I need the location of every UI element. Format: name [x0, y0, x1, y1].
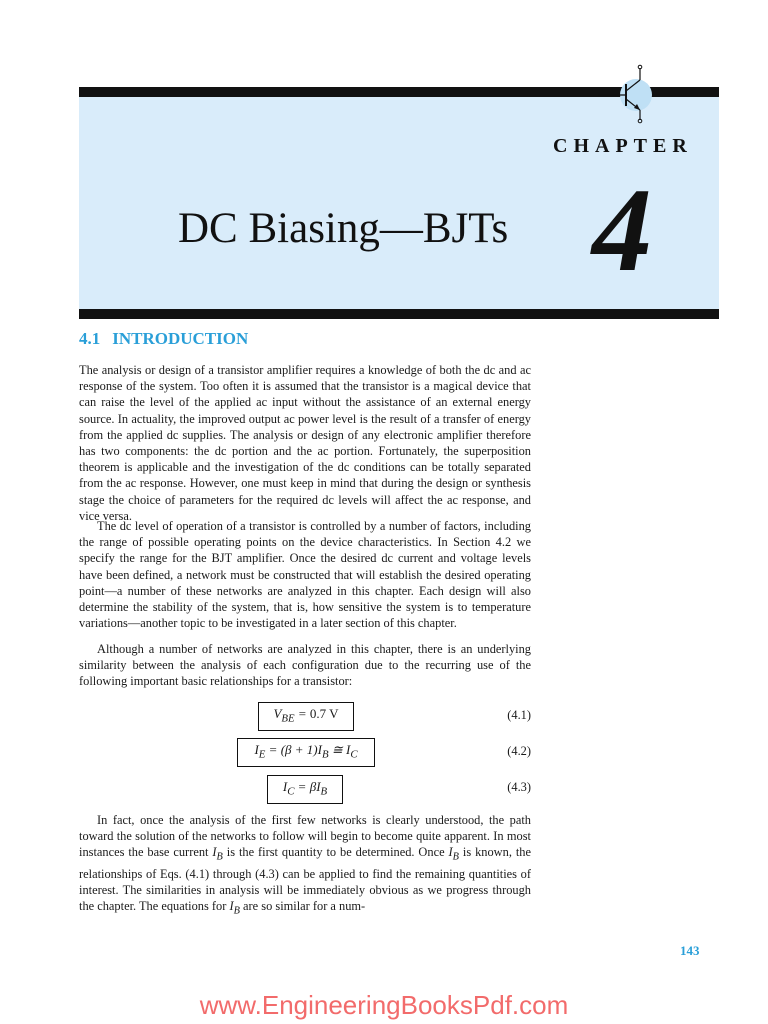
watermark-link[interactable]: www.EngineeringBooksPdf.com	[199, 990, 569, 1020]
section-heading	[79, 329, 248, 349]
paragraph-3: Although a number of networks are analyzed in this chapter, there is an underlying similarity between the analysis of each configuration due to the recurring use of the following important basic relationships for a transistor:	[79, 642, 531, 689]
transistor-icon	[598, 62, 654, 124]
paragraph-2: The dc level of operation of a transistor is controlled by a number of factors, including the range of possible operating points on the device characteristics. In Section 4.2 we specify the range for the BJT amplifier. Once the desired dc current and voltage levels have been defined, a network must be constructed that will establish the desired operating point—a number of these networks are analyzed in this chapter. Each design will also determine the stability of the system, that is, how sensitive the system is to temperature variations—another topic to be investigated in a later section of this chapter.	[79, 519, 531, 631]
equation-number-4-1: (4.1)	[507, 708, 531, 722]
header-bottom-rule	[79, 309, 719, 319]
equation-number-4-2: (4.2)	[507, 744, 531, 758]
chapter-title: DC Biasing—BJTs	[178, 205, 509, 252]
equation-4-2: $I_E = (\beta + 1)I_B$ ≅ $I_C$	[237, 738, 375, 767]
page-number: 143	[680, 943, 700, 958]
chapter-label: CHAPTER	[553, 135, 693, 157]
section-number: 4.1	[79, 329, 101, 348]
equation-4-1: $V_{BE} = 0.7$ V	[258, 702, 354, 731]
paragraph-4: In fact, once the analysis of the first few networks is clearly understood, the path toward the solution of the networks to follow will begin to become quite apparent. In most instances the base current $I_B$ is the first quantity to be determined. Once $I_B$ is known, the relationships of Eqs. (4.1) through (4.3) can be applied to find the remaining quantities of interest. The similarities in analysis will be immediately obvious as we progress through the chapter. The equations for $I_B$ are so similar for a num-	[79, 813, 531, 917]
paragraph-1: The analysis or design of a transistor amplifier requires a knowledge of both the dc and ac response of the system. Too often it is assumed that the transistor is a magical device that can raise the level of the applied ac input without the assistance of an external energy source. In actuality, the improved output ac power level is the result of a transfer of energy from the applied dc supplies. The analysis or design of any electronic amplifier therefore has two components: the dc portion and the ac portion. Fortunately, the superposition theorem is applicable and the investigation of the dc conditions can be totally separated from the ac response. However, one must keep in mind that during the design or synthesis stage the choice of parameters for the required dc levels will affect the ac response, and vice versa.	[79, 363, 531, 523]
equation-4-3: $I_C = \beta I_B$	[267, 775, 343, 804]
chapter-number: 4	[592, 163, 652, 296]
equation-number-4-3: (4.3)	[507, 780, 531, 794]
section-title: INTRODUCTION	[112, 329, 249, 348]
